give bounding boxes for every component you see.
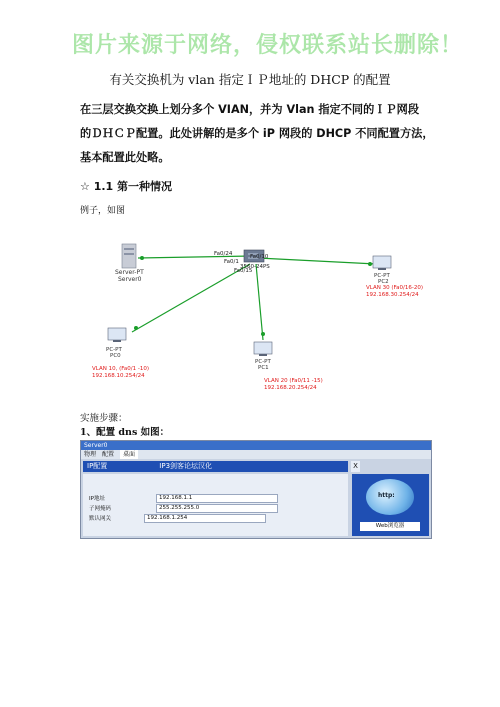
link-switch-pc1 (256, 264, 263, 340)
pc0-name: PC-PT (106, 347, 122, 353)
web-browser-label: Web浏览器 (360, 522, 420, 531)
port-label-fa0-15: Fa0/15 (234, 268, 253, 274)
pc1-vlan: VLAN 20 (Fa0/11 -15) (264, 378, 323, 384)
field-label: IP地址 (89, 496, 105, 502)
pc2-vlan: VLAN 30 (Fa0/16-20) (366, 285, 423, 291)
step-1: 1、配置 dns 如图： (80, 427, 170, 438)
link-server-switch (138, 256, 252, 258)
section-title: 1.1 第一种情况 (93, 180, 173, 193)
globe-text: http: (378, 492, 395, 499)
link-endpoint (261, 332, 265, 336)
web-browser-tile[interactable] (352, 474, 429, 536)
ip-config-panel (83, 474, 348, 536)
pc2-icon[interactable] (373, 256, 391, 270)
pc2-sub: PC2 (378, 279, 389, 285)
field-label: 默认网关 (89, 516, 112, 522)
pc1-network: 192.168.20.254/24 (264, 385, 317, 391)
intro-line-2: 的ＤＨＣＰ配置。此处讲解的是多个 iP 网段的 DHCP 不同配置方法， (80, 127, 434, 140)
pc0-network: 192.168.10.254/24 (92, 373, 145, 379)
port-label-fa0-1: Fa0/1 (224, 259, 239, 265)
ip-config-credit: IP3剑客论坛汉化 (159, 462, 213, 470)
port-label-fa0-10: Fa0/10 (250, 254, 269, 260)
tab-bar (81, 450, 431, 459)
pc0-sub: PC0 (110, 353, 121, 359)
pc2-network: 192.168.30.254/24 (366, 292, 419, 298)
link-switch-pc2 (258, 258, 376, 264)
steps-label: 实施步骤： (80, 413, 128, 424)
field-subnet-mask (89, 504, 278, 512)
server-icon[interactable] (122, 244, 136, 268)
watermark: 图片来源于网络，侵权联系站长删除！ (72, 33, 464, 58)
subnet-mask-input[interactable]: 255.255.255.0 (156, 504, 278, 513)
steps-block (80, 412, 169, 440)
link-endpoint (140, 256, 144, 260)
port-label-fa0-24: Fa0/24 (214, 251, 233, 257)
server-sub: Server0 (118, 276, 142, 283)
pc1-name: PC-PT (255, 359, 271, 365)
pc1-sub: PC1 (258, 365, 269, 371)
document-title: 有关交换机为 vlan 指定ＩＰ地址的 DHCP 的配置 (109, 72, 391, 87)
gateway-input[interactable]: 192.168.1.254 (144, 514, 266, 523)
link-endpoint (134, 326, 138, 330)
pc2-name: PC-PT (374, 273, 390, 279)
field-ip-address (89, 494, 278, 502)
link-switch-pc0 (132, 264, 250, 332)
tab-physical[interactable]: 物理 (84, 451, 97, 458)
ip-config-title: IP配置 (87, 462, 108, 470)
tab-config[interactable]: 配置 (102, 451, 115, 458)
window-title: Server0 (81, 441, 431, 450)
server-name: Server-PT (115, 269, 144, 276)
switch-label: 3560-24PS (240, 264, 270, 270)
field-gateway (89, 514, 266, 522)
close-icon[interactable]: X (351, 461, 360, 472)
tab-desktop[interactable]: 桌面 (120, 450, 138, 459)
globe-icon (366, 479, 414, 515)
pc0-icon[interactable] (108, 328, 126, 342)
link-endpoint (368, 262, 372, 266)
pc1-icon[interactable] (254, 342, 272, 356)
pc0-vlan: VLAN 10, (Fa0/1 -10) (92, 366, 149, 372)
network-diagram (80, 222, 450, 402)
ip-address-input[interactable]: 192.168.1.1 (156, 494, 278, 503)
embedded-screenshot (80, 440, 432, 539)
star-icon: ☆ (80, 180, 90, 193)
ip-config-banner (83, 461, 348, 472)
example-label: 例子，如图 (80, 206, 126, 216)
intro-line-1: 在三层交换交换上划分多个 VIAN，并为 Vlan 指定不同的ＩＰ网段 (80, 103, 420, 116)
field-label: 子网掩码 (89, 506, 112, 512)
section-heading (80, 178, 172, 194)
intro-line-3: 基本配置此处略。 (80, 151, 170, 164)
